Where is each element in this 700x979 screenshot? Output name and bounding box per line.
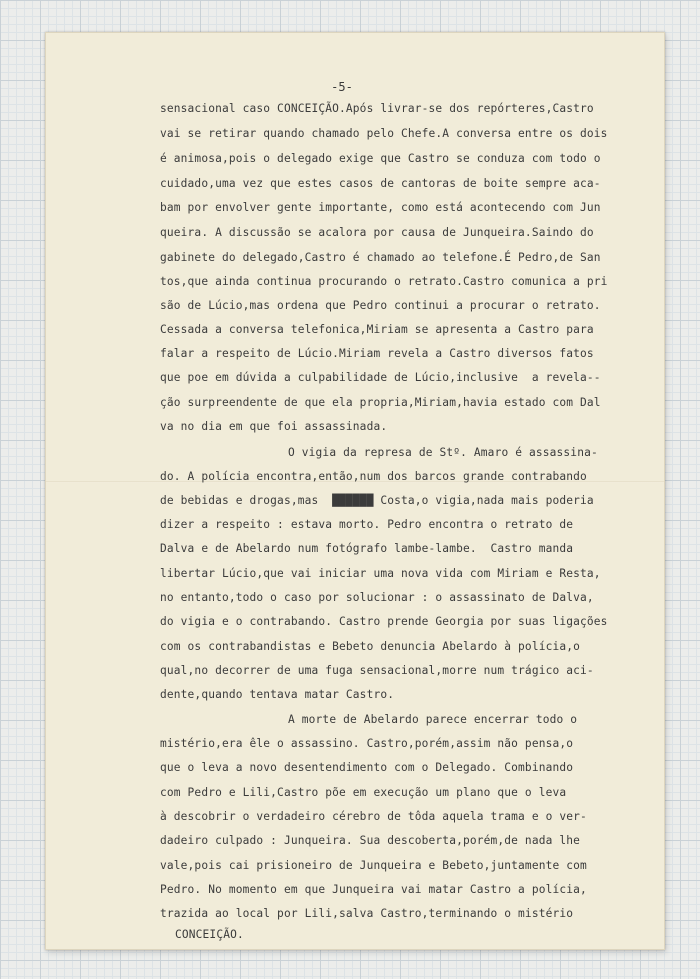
- text-line: libertar Lúcio,que vai iniciar uma nova vida com Miriam e Resta,: [160, 567, 601, 580]
- text-line: trazida ao local por Lili,salva Castro,terminando o mistério: [160, 907, 574, 920]
- text-line: com Pedro e Lili,Castro põe em execução um plano que o leva: [160, 786, 567, 799]
- text-line: qual,no decorrer de uma fuga sensacional,morre num trágico aci-: [160, 664, 594, 677]
- text-line: que poe em dúvida a culpabilidade de Lúcio,inclusive a revela--: [160, 371, 601, 384]
- text-line: de bebidas e drogas,mas ██████ Costa,o vigia,nada mais poderia: [160, 494, 594, 507]
- text-line: Dalva e de Abelardo num fotógrafo lambe-lambe. Castro manda: [160, 542, 574, 555]
- text-line: do. A polícia encontra,então,num dos barcos grande contrabando: [160, 470, 587, 483]
- text-line: dizer a respeito : estava morto. Pedro encontra o retrato de: [160, 518, 574, 531]
- closing-line: CONCEIÇÃO.: [175, 928, 244, 941]
- paragraph-start-line: O vigia da represa de Stº. Amaro é assassina-: [288, 446, 598, 459]
- text-line: queira. A discussão se acalora por causa de Junqueira.Saindo do: [160, 226, 594, 239]
- text-line: com os contrabandistas e Bebeto denuncia Abelardo à polícia,o: [160, 640, 581, 653]
- text-line: vai se retirar quando chamado pelo Chefe.A conversa entre os dois: [160, 127, 608, 140]
- text-line: cuidado,uma vez que estes casos de cantoras de boite sempre aca-: [160, 177, 601, 190]
- text-line: Pedro. No momento em que Junqueira vai matar Castro a polícia,: [160, 883, 587, 896]
- text-line: dadeiro culpado : Junqueira. Sua descoberta,porém,de nada lhe: [160, 834, 581, 847]
- page-number: -5-: [331, 80, 353, 94]
- text-line: dente,quando tentava matar Castro.: [160, 688, 395, 701]
- text-line: que o leva a novo desentendimento com o Delegado. Combinando: [160, 761, 574, 774]
- paragraph-start-line: A morte de Abelardo parece encerrar todo o: [288, 713, 578, 726]
- text-line: é animosa,pois o delegado exige que Castro se conduza com todo o: [160, 152, 601, 165]
- text-line: sensacional caso CONCEIÇÃO.Após livrar-se dos repórteres,Castro: [160, 102, 594, 115]
- text-line: Cessada a conversa telefonica,Miriam se apresenta a Castro para: [160, 323, 594, 336]
- text-line: à descobrir o verdadeiro cérebro de tôda aquela trama e o ver-: [160, 810, 587, 823]
- text-line: vale,pois cai prisioneiro de Junqueira e Bebeto,juntamente com: [160, 859, 587, 872]
- text-line: gabinete do delegado,Castro é chamado ao telefone.É Pedro,de San: [160, 251, 601, 264]
- text-line: va no dia em que foi assassinada.: [160, 420, 388, 433]
- text-line: tos,que ainda continua procurando o retrato.Castro comunica a pri: [160, 275, 608, 288]
- text-line: ção surpreendente de que ela propria,Miriam,havia estado com Dal: [160, 396, 601, 409]
- text-line: são de Lúcio,mas ordena que Pedro continui a procurar o retrato.: [160, 299, 601, 312]
- text-line: bam por envolver gente importante, como está acontecendo com Jun: [160, 201, 601, 214]
- text-line: mistério,era êle o assassino. Castro,porém,assim não pensa,o: [160, 737, 574, 750]
- text-line: falar a respeito de Lúcio.Miriam revela a Castro diversos fatos: [160, 347, 594, 360]
- text-line: do vigia e o contrabando. Castro prende Georgia por suas ligações: [160, 615, 608, 628]
- text-line: no entanto,todo o caso por solucionar : o assassinato de Dalva,: [160, 591, 594, 604]
